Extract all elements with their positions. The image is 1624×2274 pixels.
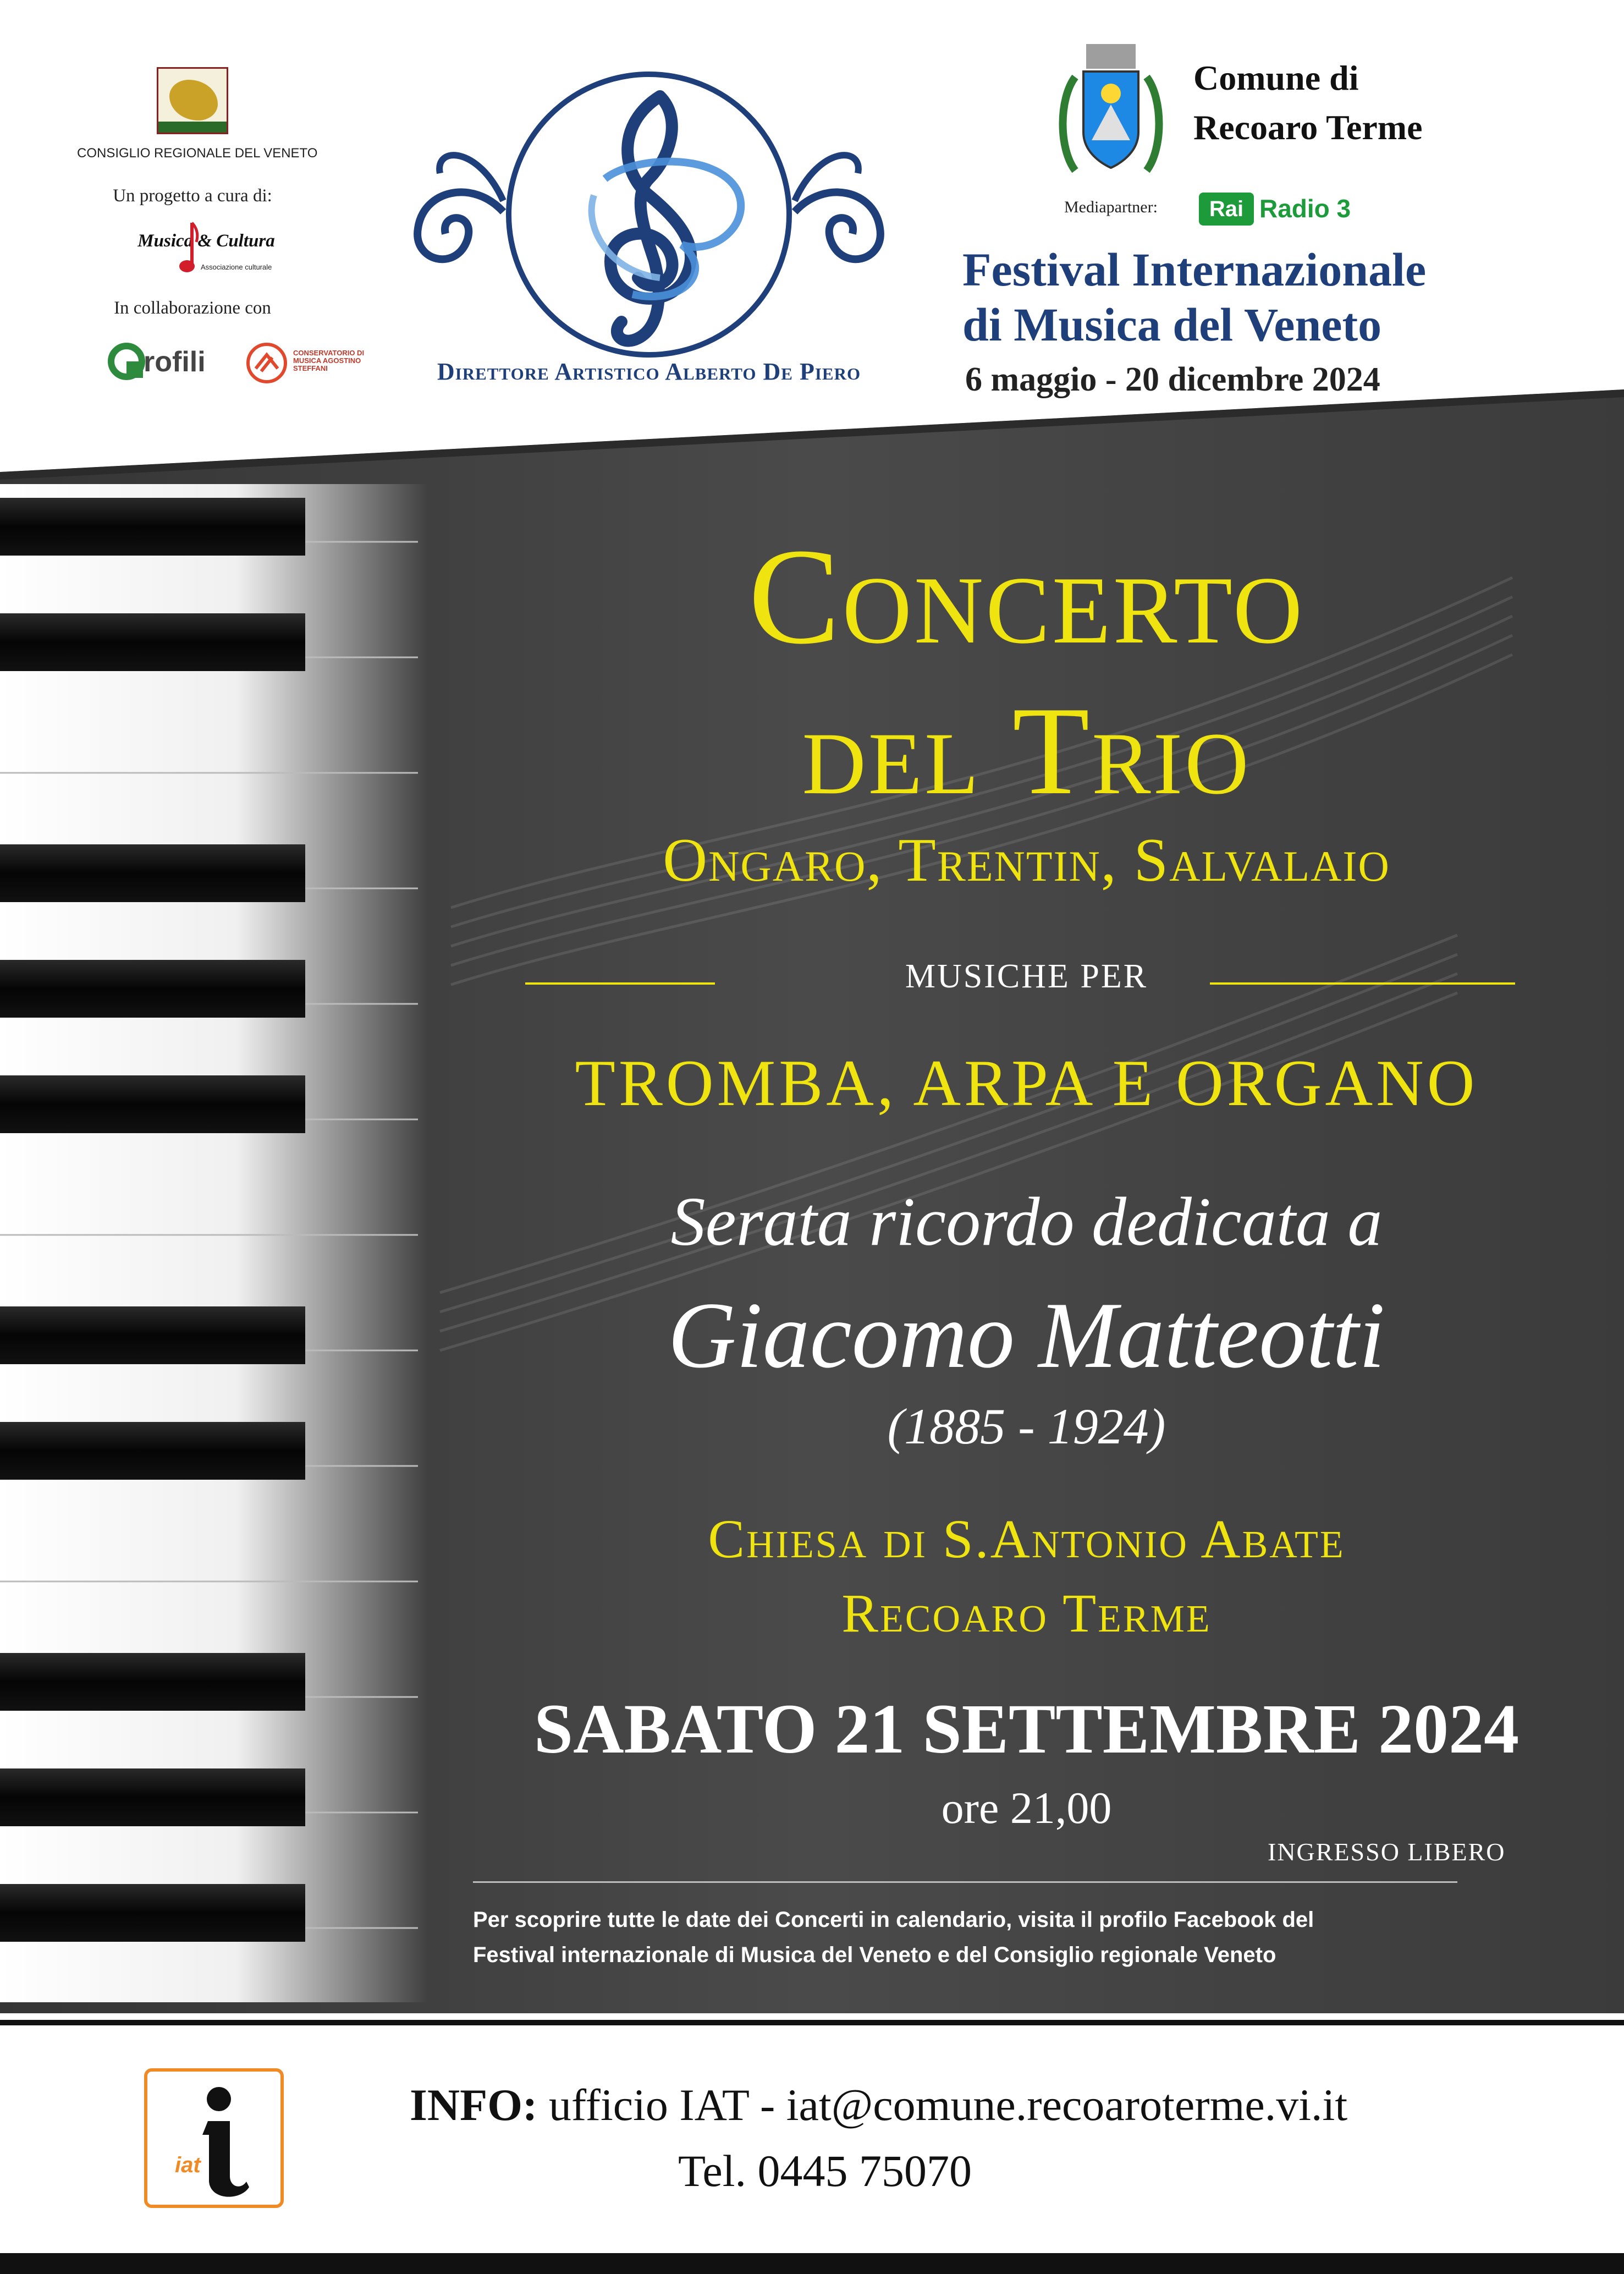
conservatorio-name: CONSERVATORIO DI MUSICA AGOSTINO STEFFANI <box>293 349 365 372</box>
venue-line1: Chiesa di S.Antonio Abate <box>708 1508 1345 1569</box>
iat-label: iat <box>175 2153 201 2177</box>
music-note-icon <box>178 220 200 281</box>
black-key <box>0 1306 305 1364</box>
festival-line1: Festival Internazionale <box>962 243 1427 296</box>
black-key <box>0 1653 305 1711</box>
comune-line2: Recoaro Terme <box>1193 108 1423 147</box>
venue-line2: Recoaro Terme <box>841 1583 1212 1644</box>
profili-name: rofili <box>144 346 206 378</box>
black-key <box>0 1884 305 1942</box>
consiglio-label: CONSIGLIO REGIONALE DEL VENETO <box>77 146 318 161</box>
festival-line2: di Musica del Veneto <box>962 298 1382 351</box>
info-divider <box>473 1881 1457 1883</box>
treble-clef-emblem <box>374 63 924 371</box>
mediapartner-label: Mediapartner: <box>1064 198 1158 216</box>
black-key <box>0 960 305 1018</box>
radio3-label: Radio 3 <box>1259 194 1351 223</box>
title-line1: Concerto <box>748 520 1305 673</box>
rai-label: Rai <box>1209 197 1244 221</box>
collab-label: In collaborazione con <box>114 298 271 318</box>
event-date: SABATO 21 SETTEMBRE 2024 <box>533 1690 1520 1768</box>
main-content <box>429 495 1624 2013</box>
event-time: ore 21,00 <box>941 1783 1112 1833</box>
bottom-bar <box>0 2253 1624 2274</box>
rai-logo <box>1199 193 1254 226</box>
consiglio-regionale-logo <box>157 67 228 134</box>
black-key <box>0 1075 305 1133</box>
info-note-line1: Per scoprire tutte le date dei Concerti in calendario, visita il profilo Facebook del <box>473 1908 1314 1932</box>
musica-cultura-name: Musica & Cultura <box>137 231 275 251</box>
profili-logo <box>107 336 234 388</box>
honoree-name: Giacomo Matteotti <box>668 1283 1385 1388</box>
black-key <box>0 844 305 902</box>
divider-right <box>1210 982 1515 985</box>
info-email-text[interactable]: ufficio IAT - iat@comune.recoaroterme.vi.it <box>537 2080 1348 2130</box>
musica-cultura-logo <box>107 220 305 281</box>
black-key <box>0 498 305 556</box>
honoree-years: (1885 - 1924) <box>887 1398 1166 1454</box>
iat-info-logo <box>144 2068 284 2208</box>
musiche-per: MUSICHE PER <box>905 958 1148 995</box>
title-line2: del Trio <box>802 680 1251 821</box>
comune-line1: Comune di <box>1193 58 1359 97</box>
info-tel[interactable]: Tel. 0445 75070 <box>678 2146 972 2196</box>
black-key <box>0 613 305 671</box>
ingresso-libero: INGRESSO LIBERO <box>1268 1838 1506 1866</box>
info-label: INFO: <box>410 2080 538 2130</box>
progetto-label: Un progetto a cura di: <box>113 186 272 206</box>
conservatorio-logo <box>245 338 377 388</box>
info-note-line2: Festival internazionale di Musica del Veneto e del Consiglio regionale Veneto <box>473 1943 1276 1967</box>
instruments: TROMBA, ARPA E ORGANO <box>575 1046 1478 1119</box>
serata-line: Serata ricordo dedicata a <box>670 1184 1383 1260</box>
black-key <box>0 1422 305 1480</box>
black-key <box>0 1768 305 1826</box>
festival-dates: 6 maggio - 20 dicembre 2024 <box>965 361 1380 398</box>
direttore-artistico: Direttore Artistico Alberto De Piero <box>437 358 861 385</box>
comune-crest <box>1053 39 1169 176</box>
musica-cultura-sub: Associazione culturale <box>201 263 272 271</box>
header <box>0 0 1624 398</box>
performers: Ongaro, Trentin, Salvalaio <box>663 826 1390 894</box>
info-contact-line <box>410 2079 1347 2131</box>
